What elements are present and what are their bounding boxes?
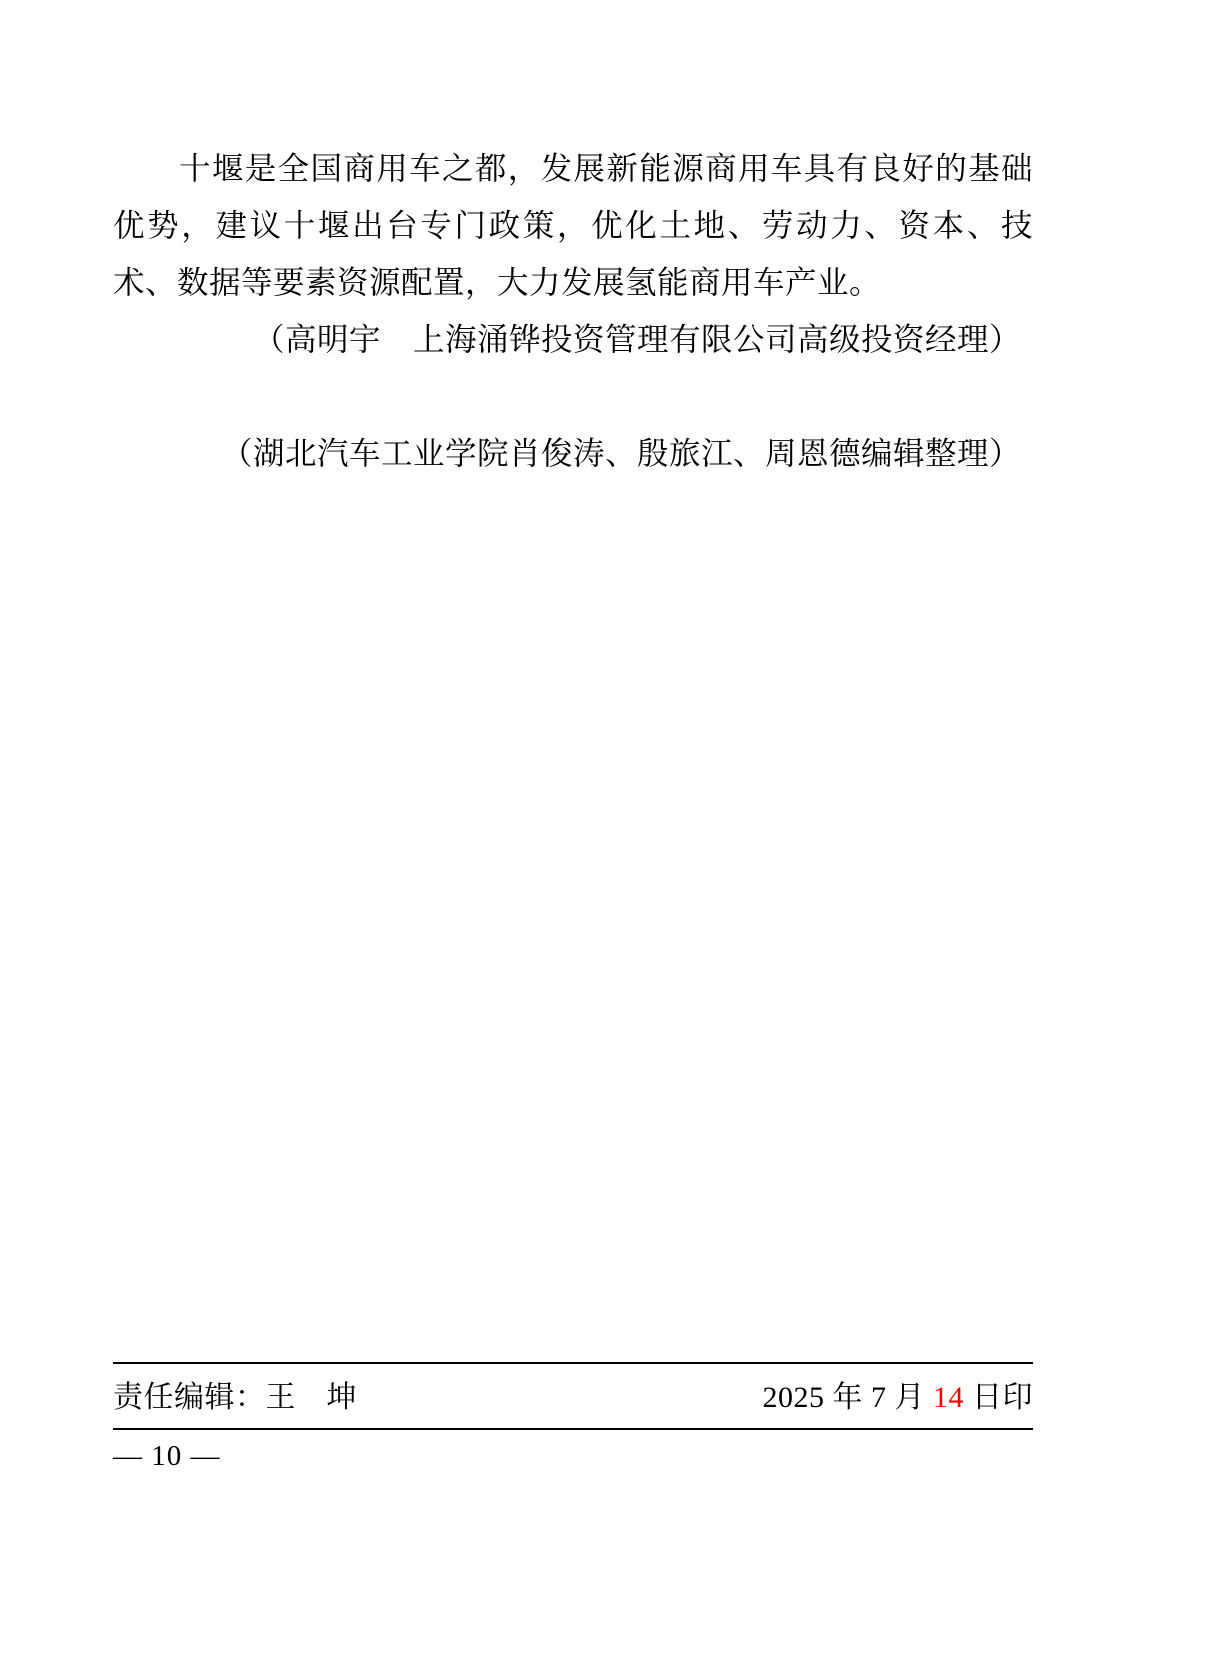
print-date-day: 14 — [933, 1381, 964, 1414]
print-date — [763, 1372, 1034, 1416]
responsible-editor-label: 责任编辑：王 坤 — [113, 1381, 357, 1414]
footer-top-divider — [113, 1362, 1033, 1364]
print-date-suffix: 日印 — [964, 1381, 1033, 1414]
body-paragraph: 十堰是全国商用车之都，发展新能源商用车具有良好的基础优势，建议十堰出台专门政策，优化土地、劳动力、资本、技术、数据等要素资源配置，大力发展氢能商用车产业。 — [113, 151, 1033, 300]
author-attribution: （高明宇 上海涌铧投资管理有限公司高级投资经理） — [253, 322, 1022, 357]
editors-note: （湖北汽车工业学院肖俊涛、殷旅江、周恩德编辑整理） — [221, 436, 1022, 471]
print-date-prefix: 2025 年 7 月 — [762, 1381, 933, 1414]
document-body — [113, 140, 1033, 482]
footer-row — [113, 1372, 1033, 1416]
page-number: — 10 — — [113, 1440, 221, 1472]
footer-bottom-divider — [113, 1428, 1033, 1430]
